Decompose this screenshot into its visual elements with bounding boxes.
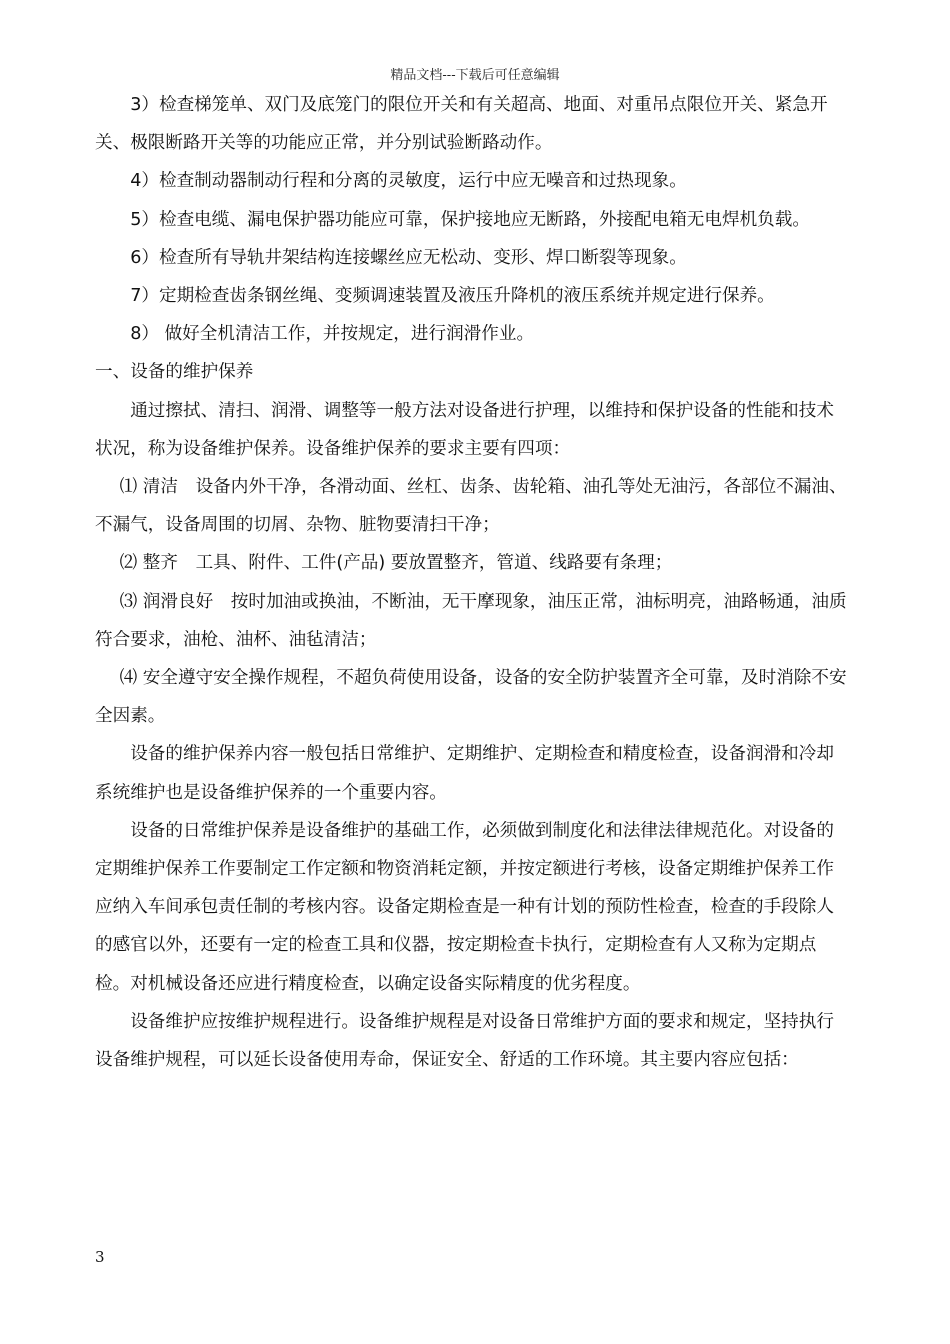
page-number: 3 [95, 1248, 105, 1266]
list-item-safety: ⑷ 安全遵守安全操作规程，不超负荷使用设备，设备的安全防护装置齐全可靠，及时消除不安全因素。 [95, 668, 847, 727]
list-item-lubrication: ⑶ 润滑良好 按时加油或换油，不断油，无干摩现象，油压正常，油标明亮，油路畅通，油质符合要求，油枪、油杯、油毡清洁； [95, 591, 847, 650]
paragraph-maintenance-rules: 设备维护应按维护规程进行。设备维护规程是对设备日常维护方面的要求和规定，坚持执行设备维护规程，可以延长设备使用寿命，保证安全、舒适的工作环境。其主要内容应包括： [95, 1011, 834, 1071]
paragraph-daily-maintenance: 设备的日常维护保养是设备维护的基础工作，必须做到制度化和法律法律规范化。对设备的定期维护保养工作要制定工作定额和物资消耗定额，并按定额进行考核，设备定期维护保养工作应纳入车间承包责任制的考核内容。设备定期检查是一种有计划的预防性检查，检查的手段除人的感官以外，还要有一定的检查工具和仪器，按定期检查卡执行，定期检查有人又称为定期点检。对机械设备还应进行精度检查，以确定设备实际精度的优劣程度。 [95, 820, 834, 994]
document-body [95, 86, 847, 1079]
paragraph-check-cable: 5）检查电缆、漏电保护器功能应可靠，保护接地应无断路，外接配电箱无电焊机负载。 [130, 209, 810, 230]
section-heading: 一、设备的维护保养 [95, 362, 254, 383]
list-item-clean: ⑴ 清洁 设备内外干净，各滑动面、丝杠、齿条、齿轮箱、油孔等处无油污，各部位不漏油、不漏气，设备周围的切屑、杂物、脏物要清扫干净； [95, 477, 847, 536]
paragraph-check-limit-switches: 3）检查梯笼单、双门及底笼门的限位开关和有关超高、地面、对重吊点限位开关、紧急开关、极限断路开关等的功能应正常，并分别试验断路动作。 [95, 95, 828, 154]
paragraph-check-brake: 4）检查制动器制动行程和分离的灵敏度，运行中应无噪音和过热现象。 [130, 171, 687, 192]
paragraph-check-bolts: 6）检查所有导轨井架结构连接螺丝应无松动、变形、焊口断裂等现象。 [130, 247, 687, 268]
paragraph-content: 设备的维护保养内容一般包括日常维护、定期维护、定期检查和精度检查，设备润滑和冷却系统维护也是设备维护保养的一个重要内容。 [95, 744, 834, 803]
list-item-tidy: ⑵ 整齐 工具、附件、工件(产品) 要放置整齐，管道、线路要有条理； [119, 553, 673, 574]
paragraph-cleaning: 8） 做好全机清洁工作，并按规定，进行润滑作业。 [130, 324, 535, 345]
paragraph-check-rack: 7）定期检查齿条钢丝绳、变频调速装置及液压升降机的液压系统并规定进行保养。 [130, 286, 775, 307]
page-header: 精品文档---下载后可任意编辑 [390, 68, 560, 83]
paragraph-intro: 通过擦拭、清扫、润滑、调整等一般方法对设备进行护理，以维持和保护设备的性能和技术状况，称为设备维护保养。设备维护保养的要求主要有四项： [95, 400, 834, 459]
